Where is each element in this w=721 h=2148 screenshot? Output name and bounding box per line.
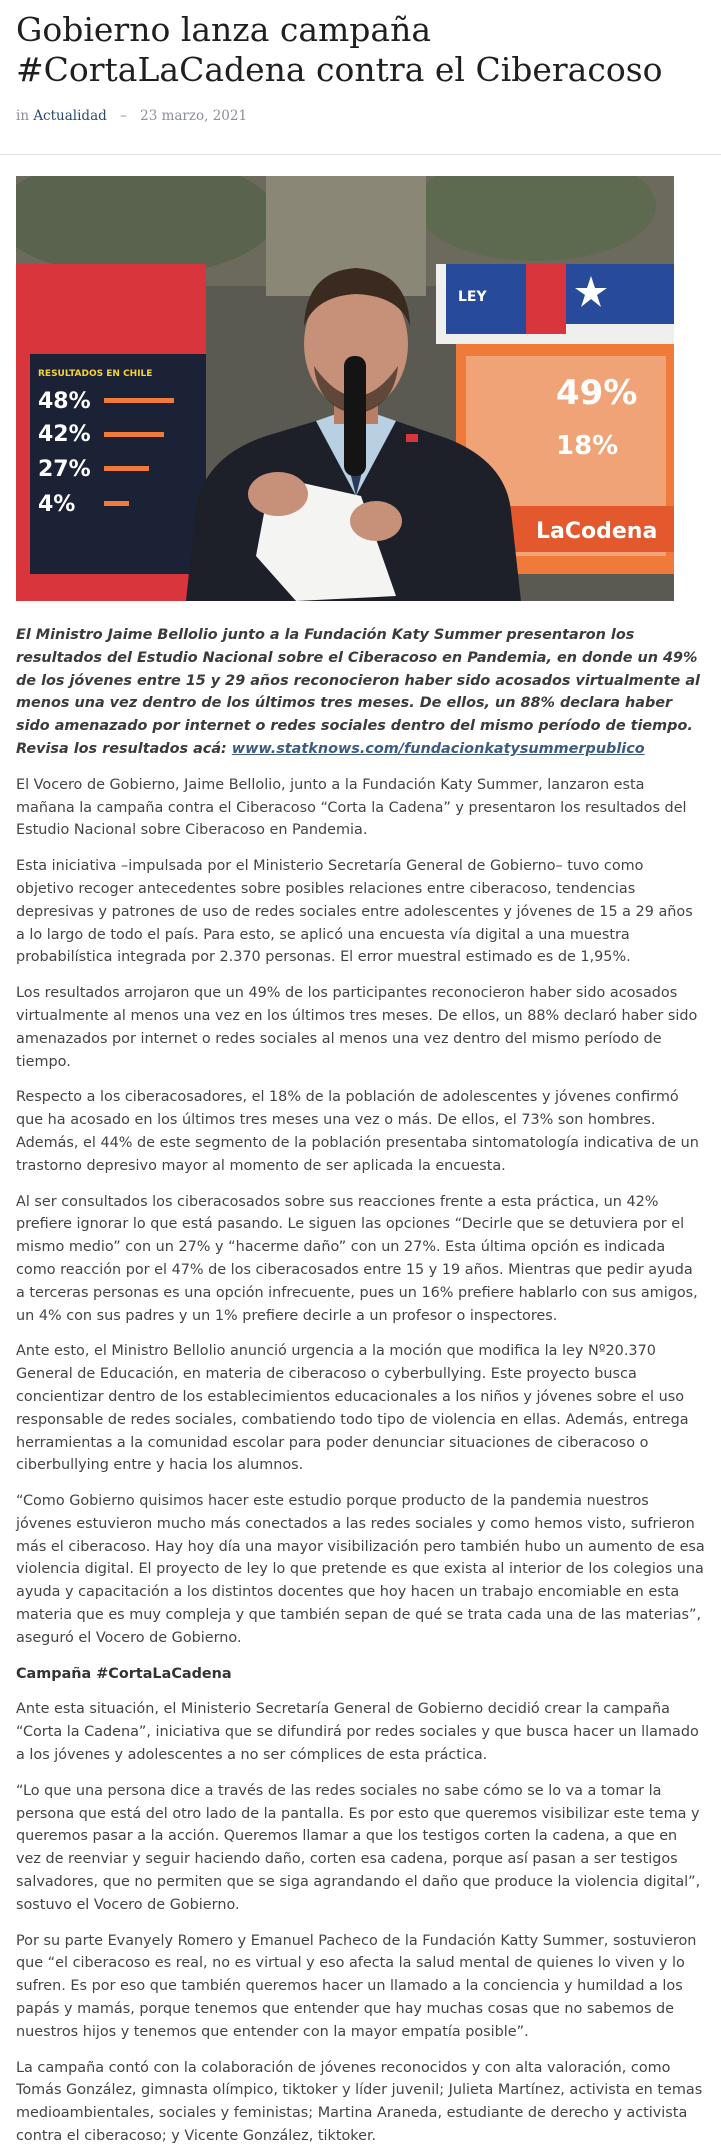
caption-text: El Ministro Jaime Bellolio junto a la Fundación Katy Summer presentaron los resultados del Estudio Nacional sobre el Ciberacoso en Pandemia, en donde un 49% de los jóvenes entre 15 y 29 años reconocieron haber sido acosados virtualmente al menos una vez dentro de los últimos tres meses. De ellos, un 88% declara haber sido amenazado por internet o redes sociales dentro del mismo período de tiempo. Revisa los resultados acá: bbox=[16, 627, 700, 757]
left-screen-heading: RESULTADOS EN CHILE bbox=[38, 369, 153, 379]
paragraph: Ante esta situación, el Ministerio Secretaría General de Gobierno decidió crear la campaña “Corta la Cadena”, iniciativa que se difundirá por redes sociales y que busca hacer un llamado a los jóvenes y adolescentes a no ser cómplices de esta práctica. bbox=[16, 1701, 699, 1764]
paragraph: Los resultados arrojaron que un 49% de los participantes reconocieron haber sido acosados virtualmente al menos una vez en los últimos tres meses. De ellos, un 88% declaró haber sido amenazados por internet o redes sociales al menos una vez dentro del mismo período de tiempo. bbox=[16, 985, 698, 1070]
press-conference-image bbox=[16, 176, 674, 601]
paragraph: Al ser consultados los ciberacosados sobre sus reacciones frente a esta práctica, un 42% prefiere ignorar lo que está pasando. Le siguen las opciones “Decirle que se detuviera por el mismo medio” con un 27% y “hacerme daño” con un 27%. Esta última opción es indicada como reacción por el 47% de los ciberacosados entre 15 y 19 años. Mientras que pedir ayuda a terceras personas es una opción infrecuente, pues un 16% prefiere hablarlo con sus amigos, un 4% con sus padres y un 1% prefiere decirle a un profesor o inspectores. bbox=[16, 1193, 698, 1324]
paragraph: Por su parte Evanyely Romero y Emanuel Pacheco de la Fundación Katty Summer, sostuvieron que “el ciberacoso es real, no es virtual y eso afecta la salud mental de quienes lo viven y lo sufren. Es por eso que también queremos hacer un llamado a la conciencia y humildad a los papás y mamás, porque tenemos que entender que hay muchas cosas que no sabemos de nuestros hijos y tenemos que entender con la mayor empatía posible”. bbox=[16, 1932, 697, 2040]
caption-results-link[interactable]: www.statknows.com/fundacionkatysummerpublico bbox=[231, 740, 645, 757]
left-stat-2: 42% bbox=[38, 422, 91, 447]
paragraph: El Vocero de Gobierno, Jaime Bellolio, junto a la Fundación Katy Summer, lanzaron esta mañana la campaña contra el Ciberacoso “Corta la Cadena” y presentaron los resultados del Estudio Nacional sobre Ciberacoso en Pandemia. bbox=[16, 776, 687, 839]
header-divider bbox=[0, 154, 721, 155]
meta-separator: – bbox=[120, 108, 127, 124]
paragraph: “Como Gobierno quisimos hacer este estudio porque producto de la pandemia nuestros jóvenes estuvieron mucho más conectados a las redes sociales y como hemos visto, sufrieron más el ciberacoso. Hay hoy día una mayor visibilización pero también hubo un aumento de esa violencia digital. El proyecto de ley lo que pretende es que exista al interior de los colegios una ayuda y capacitación a los distintos docentes que hoy hacen un trabajo encomiable en esta materia que es muy compleja y que también sepan de qué se trata cada una de las materias”, aseguró el Vocero de Gobierno. bbox=[16, 1493, 705, 1646]
paragraph: Ante esto, el Ministro Bellolio anunció urgencia a la moción que modifica la ley Nº20.370 General de Educación, en materia de ciberacoso o cyberbullying. Este proyecto busca concientizar dentro de los establecimientos educacionales a los niños y jóvenes sobre el uso responsable de redes sociales, combatiendo todo tipo de violencia en ellas. Además, entrega herramientas a la comunidad escolar para poder denunciar situaciones de ciberacoso o ciberbullying entre y hacia los alumnos. bbox=[16, 1343, 689, 1474]
left-stat-3: 27% bbox=[38, 457, 91, 482]
featured-photo bbox=[16, 176, 674, 601]
microphone bbox=[344, 356, 366, 476]
article-meta bbox=[16, 108, 705, 128]
banner-text: LEY bbox=[458, 289, 487, 305]
paragraph: Respecto a los ciberacosadores, el 18% de la población de adolescentes y jóvenes confirmó que ha acosado en los últimos tres meses una vez o más. De ellos, el 73% son hombres. Además, el 44% de este segmento de la población presentaba sintomatología indicativa de un trastorno depresivo mayor al momento de ser aplicada la encuesta. bbox=[16, 1089, 699, 1174]
category-link[interactable]: Actualidad bbox=[33, 108, 107, 124]
left-stat-4: 4% bbox=[38, 492, 76, 517]
right-stat-1: 49% bbox=[556, 373, 638, 413]
section-heading: Campaña #CortaLaCadena bbox=[16, 1665, 232, 1682]
photo-caption bbox=[16, 624, 705, 761]
paragraph: Esta iniciativa –impulsada por el Ministerio Secretaría General de Gobierno– tuvo como objetivo recoger antecedentes sobre posibles relaciones entre ciberacoso, tendencias depresivas y patrones de uso de redes sociales entre adolescentes y jóvenes de 15 a 29 años a lo largo de todo el país. Para esto, se aplicó una encuesta vía digital a una muestra probabilística integrada por 2.370 personas. El error muestral estimado es de 1,95%. bbox=[16, 858, 693, 966]
meta-in-label: in bbox=[16, 108, 30, 124]
publish-date: 23 marzo, 2021 bbox=[140, 108, 248, 124]
article-title: Gobierno lanza campaña #CortaLaCadena contra el Ciberacoso bbox=[16, 10, 663, 89]
left-stat-1: 48% bbox=[38, 389, 91, 414]
article bbox=[0, 8, 721, 128]
right-stat-2: 18% bbox=[556, 431, 619, 461]
right-screen-logo: LaCodena bbox=[536, 519, 658, 544]
paragraph: “Lo que una persona dice a través de las redes sociales no sabe cómo se lo va a tomar la persona que está del otro lado de la pantalla. Es por esto que queremos visibilizar este tema y queremos pasar a la acción. Queremos llamar a que los testigos corten la cadena, a que en vez de reenviar y seguir haciendo daño, corten esa cadena, porque así pasan a ser testigos salvadores, que no permiten que se siga agrandando el daño que produce la violencia digital”, sostuvo el Vocero de Gobierno. bbox=[16, 1782, 701, 1913]
paragraph: La campaña contó con la colaboración de jóvenes reconocidos y con alta valoración, como Tomás González, gimnasta olímpico, tiktoker y líder juvenil; Julieta Martínez, activista en temas medioambientales, sociales y feministas; Martina Araneda, estudiante de derecho y activista contra el ciberacoso; y Vicente González, tiktoker. bbox=[16, 2059, 703, 2145]
